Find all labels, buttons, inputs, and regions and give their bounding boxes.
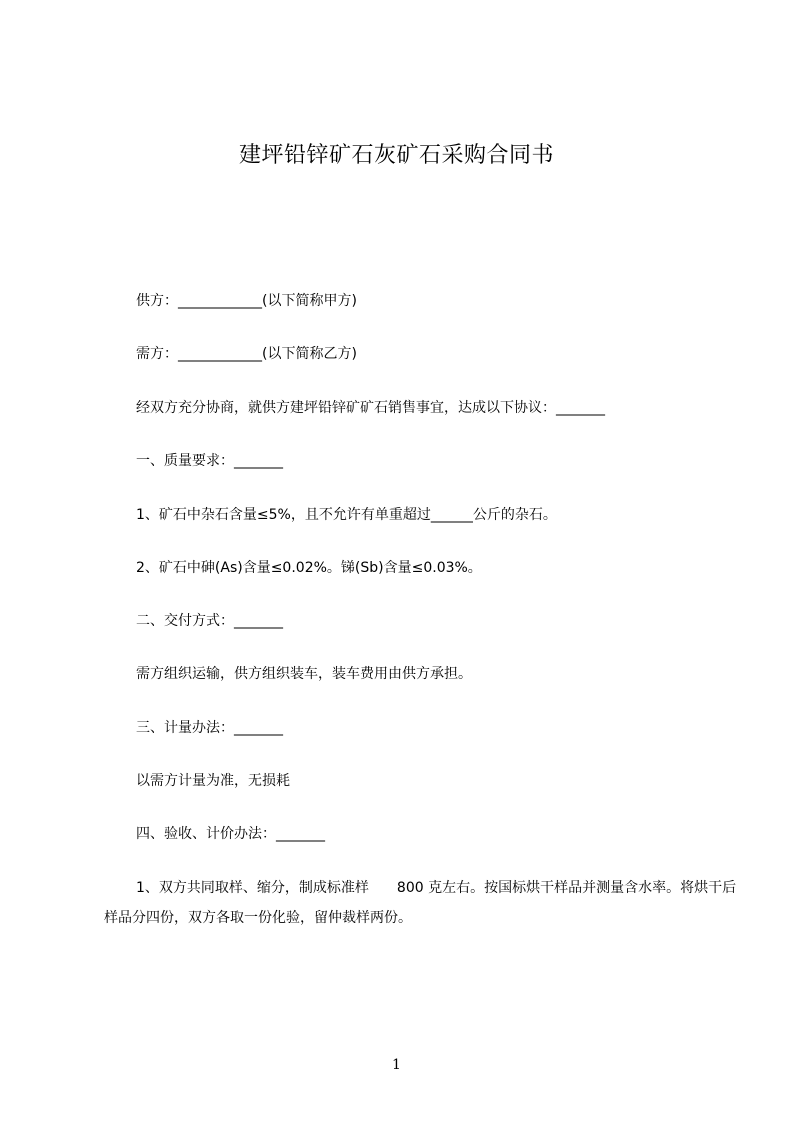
section-acceptance-heading: 四、验收、计价办法：_______ (136, 826, 325, 842)
section-measurement-heading: 三、计量办法：_______ (136, 720, 283, 736)
quality-item-2: 2、矿石中砷(As)含量≤0.02%。锑(Sb)含量≤0.03%。 (136, 560, 482, 576)
quality-item-1: 1、矿石中杂石含量≤5%，且不允许有单重超过______公斤的杂石。 (136, 507, 557, 523)
page-number: 1 (392, 1057, 401, 1073)
measurement-text: 以需方计量为准，无损耗 (136, 773, 290, 789)
section-delivery-heading: 二、交付方式：_______ (136, 613, 283, 629)
section-quality-heading: 一、质量要求：_______ (136, 453, 283, 469)
supplier-line: 供方：____________(以下简称甲方) (136, 293, 357, 309)
buyer-line: 需方：____________(以下简称乙方) (136, 346, 357, 362)
acceptance-item-1: 1、双方共同取样、缩分，制成标准样 800 克左右。按国标烘干样品并测量含水率。将烘干后样品分四份，双方各取一份化验，留仲裁样两份。 (104, 880, 737, 926)
delivery-text: 需方组织运输，供方组织装车，装车费用由供方承担。 (136, 666, 472, 682)
agreement-intro: 经双方充分协商，就供方建坪铅锌矿矿石销售事宜，达成以下协议：_______ (136, 400, 605, 416)
document-title: 建坪铅锌矿石灰矿石采购合同书 (238, 143, 554, 168)
